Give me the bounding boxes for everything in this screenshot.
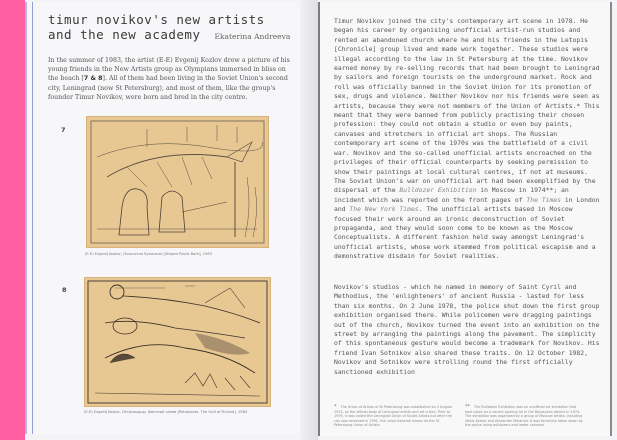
article-title xyxy=(48,12,290,44)
paragraph-text: Timur Novikov joined the city's contemporary art scene in 1978. He began his career by organising unofficial artist-run studios and rented an abandoned church where he and his friends in the Letopis [Chronicle] group lived and made work together. These studios were illegal according to the law in St Petersburg at the time. Novikov earned money by re-selling records that had been brought to Leningrad by sailors and foreign tourists on the underground market. Rock and roll was officially banned in the Soviet Union for its promotion of sex, drugs and violence. Neither Novikov nor his friends were seen as artists, because they were not members of the Union of Artists.* This meant that they were banned from publicly practising their chosen profession: they could not obtain a studio or even buy paints, canvases and stretchers in official art shops. The Russian contemporary art scene of the 1970s was the battlefield of a civil war. Novikov and the so-called unofficial artists encroached on the privileges of their official counterparts by seeking permission to show their paintings at local cultural centres, if not at museums. The Soviet Union's war on unofficial art had been exemplified by the dispersal of the xyxy=(334,17,600,195)
figure-8-caption xyxy=(84,410,247,414)
caption-title: Петроводцы. Финский залив xyxy=(121,410,177,414)
paragraph-text: in Moscow in 1974**; an incident which was reported on the front pages of xyxy=(334,186,569,204)
pink-page-edge xyxy=(0,0,25,440)
paragraph-text: . The unofficial artists based in Moscow focused their work around an ironic deconstruction of Soviet propaganda, and they would soon come to be known as the Moscow Conceptualists. A different fashion held sway amongst Leningrad's unofficial artists, whose work stemmed from political escapism and a demonstrative disdain for Soviet realities. xyxy=(334,205,596,261)
book-gutter xyxy=(300,0,318,440)
caption-details: [Striped Public Bath], 1983 xyxy=(162,252,212,256)
intro-paragraph xyxy=(48,56,298,102)
italic-newspaper-name: The New York Times xyxy=(349,205,419,214)
footnote-1 xyxy=(334,405,452,428)
sketch-reclining-figures-image xyxy=(85,278,270,406)
footnote-2 xyxy=(465,405,583,428)
figure-7-caption xyxy=(85,252,212,256)
intro-text-b: ]. All of them had been living in the Soviet Union's second city, Leningrad (now St Petersburg), and most of them, like the group's founder Timur Novikov, were born and bred in the city centre. xyxy=(48,75,288,101)
figure-reference: 7 & 8 xyxy=(83,75,103,83)
figure-8-number: 8 xyxy=(62,286,67,294)
body-paragraph-2: Novikov's studios - which he named in memory of Saint Cyril and Methodius, the 'enlighteners' of ancient Russia - lasted for less than six months. On 2 June 1978, the police shut down the first group exhibition organised there. While policemen were dragging paintings out of the church, Novikov turned the event into an exhibition on the street by arranging the paintings along the pavement. The simplicity of this spontaneous gesture would become a trademark for Novikov. His friend Ivan Sotnikov also shared these traits. On 12 October 1982, Novikov and Sotnikov were strolling round the first officially sanctioned exhibition xyxy=(334,283,600,376)
figure-7-number: 7 xyxy=(61,126,66,134)
paragraph-text: in London and xyxy=(334,195,600,214)
caption-details: [Petrobonts. The Gulf of Finland], 1983 xyxy=(176,410,248,414)
caption-artist: (E-E) Evgenij Kozlov, xyxy=(84,410,122,414)
italic-exhibition-name: Bulldozer Exhibition xyxy=(399,186,477,195)
italic-newspaper-name: The Times xyxy=(526,195,562,204)
figure-8-drawing xyxy=(84,277,271,407)
sketch-bathers-image xyxy=(87,117,268,247)
author-name: Ekaterina Andreeva xyxy=(214,32,291,41)
figure-7-drawing xyxy=(86,116,269,248)
footnote-text: The Union of Artists of St Petersburg was established on 2 August 1932, as the official body of Leningrad artists and art critics. Prior to 1959, it was called the Leningrad Union of Soviet Artists but after the city was renamed in 1991, the union became known as the St Petersburg Union of Artists. xyxy=(334,405,453,428)
body-paragraph-1 xyxy=(334,17,600,262)
footnote-mark: ** xyxy=(465,404,470,410)
caption-artist: (E-E) Evgenij Kozlov, xyxy=(85,252,123,256)
footnote-text: The Bulldozer Exhibition was an unofficial art exhibition that took place on a vacant parking lot in the Belyayevo district in 1974. The exhibition was organised by a group of Moscow artists, including Vitaly Komar and Alexander Melamid. It was forcefully taken down by the police using bulldozers and water cannons. xyxy=(465,405,583,428)
footnote-mark: * xyxy=(334,404,337,410)
caption-title: Полосатая Купальня xyxy=(122,252,163,256)
title-line-2: and the new academy xyxy=(48,27,201,42)
intro-text-a: In the summer of 1983, the artist (E-E) Evgenij Kozlov drew a picture of his young friends in the New Artists group as Olympians immersed in bliss on the beach [ xyxy=(48,57,290,83)
title-line-1: timur novikov's new artists xyxy=(48,12,265,27)
